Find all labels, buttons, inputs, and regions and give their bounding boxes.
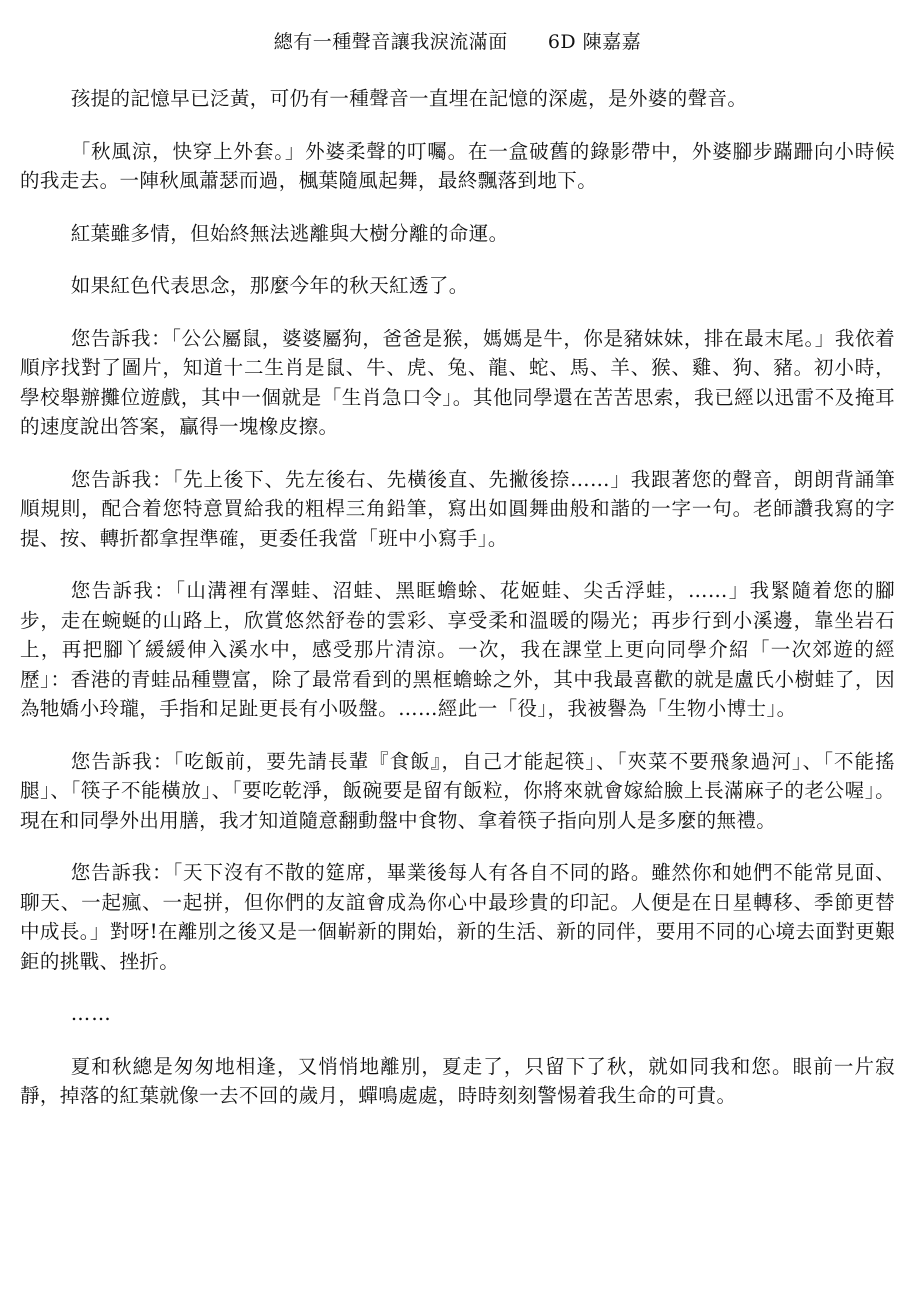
essay-title: 總有一種聲音讓我淚流滿面	[273, 31, 508, 53]
paragraph-7: 您告訴我：「山溝裡有澤蛙、沼蛙、黑眶蟾蜍、花姬蛙、尖舌浮蛙，……」我緊隨着您的腳步，走在蜿蜒的山路上，欣賞悠然舒卷的雲彩、享受柔和溫暖的陽光；再步行到小溪邊，靠坐岩石上，再把腳丫緩緩伸入溪水中，感受那片清涼。一次，我在課堂上更向同學介紹「一次郊遊的經歷」：香港的青蛙品種豐富，除了最常看到的黑框蟾蜍之外，其中我最喜歡的就是盧氏小樹蛙了，因為牠嬌小玲瓏，手指和足趾更長有小吸盤。……經此一「役」，我被譽為「生物小博士」。	[20, 579, 895, 720]
paragraph-ellipsis: ……	[70, 1002, 112, 1025]
paragraph-5: 您告訴我：「公公屬鼠，婆婆屬狗，爸爸是猴，媽媽是牛，你是豬妹妹，排在最末尾。」我依着順序找對了圖片，知道十二生肖是鼠、牛、虎、兔、龍、蛇、馬、羊、猴、雞、狗、豬。初小時，學校舉辦攤位遊戲，其中一個就是「生肖急口令」。其他同學還在苦苦思索，我已經以迅雷不及掩耳的速度說出答案，贏得一塊橡皮擦。	[20, 326, 895, 438]
paragraph-3: 紅葉雖多情，但始終無法逃離與大樹分離的命運。	[70, 221, 509, 245]
document-header	[20, 30, 895, 54]
paragraph-4: 如果紅色代表思念，那麼今年的秋天紅透了。	[70, 274, 469, 297]
paragraph-11: 夏和秋總是匆匆地相逢，又悄悄地離別，夏走了，只留下了秋，就如同我和您。眼前一片寂靜，掉落的紅葉就像一去不回的歲月，蟬鳴處處，時時刻刻警惕着我生命的可貴。	[20, 1054, 895, 1107]
paragraph-2: 「秋風涼，快穿上外套。」外婆柔聲的叮囑。在一盒破舊的錄影帶中，外婆腳步蹣跚向小時候的我走去。一陣秋風蕭瑟而過，楓葉隨風起舞，最終飄落到地下。	[20, 139, 895, 192]
paragraph-9: 您告訴我：「天下沒有不散的筵席，畢業後每人有各自不同的路。雖然你和她們不能常見面、聊天、一起瘋、一起拼，但你們的友誼會成為你心中最珍貴的印記。人便是在日星轉移、季節更替中成長。」對呀!在離別之後又是一個嶄新的開始，新的生活、新的同伴，要用不同的心境去面對更艱鉅的挑戰、挫折。	[20, 861, 895, 973]
paragraph-6: 您告訴我：「先上後下、先左後右、先橫後直、先撇後捺……」我跟著您的聲音，朗朗背誦筆順規則，配合着您特意買給我的粗桿三角鉛筆，寫出如圓舞曲般和諧的一字一句。老師讚我寫的字提、按、轉折都拿捏準確，更委任我當「班中小寫手」。	[20, 467, 895, 550]
paragraph-8: 您告訴我：「吃飯前，要先請長輩『食飯』，自己才能起筷」、「夾菜不要飛象過河」、「不能搖腿」、「筷子不能橫放」、「要吃乾淨，飯碗要是留有飯粒，你將來就會嫁給臉上長滿麻子的老公喔」。現在和同學外出用膳，我才知道隨意翻動盤中食物、拿着筷子指向別人是多麼的無禮。	[20, 749, 895, 832]
author-name: 6D 陳嘉嘉	[547, 31, 642, 53]
paragraph-1: 孩提的記憶早已泛黃，可仍有一種聲音一直埋在記憶的深處，是外婆的聲音。	[70, 87, 748, 110]
